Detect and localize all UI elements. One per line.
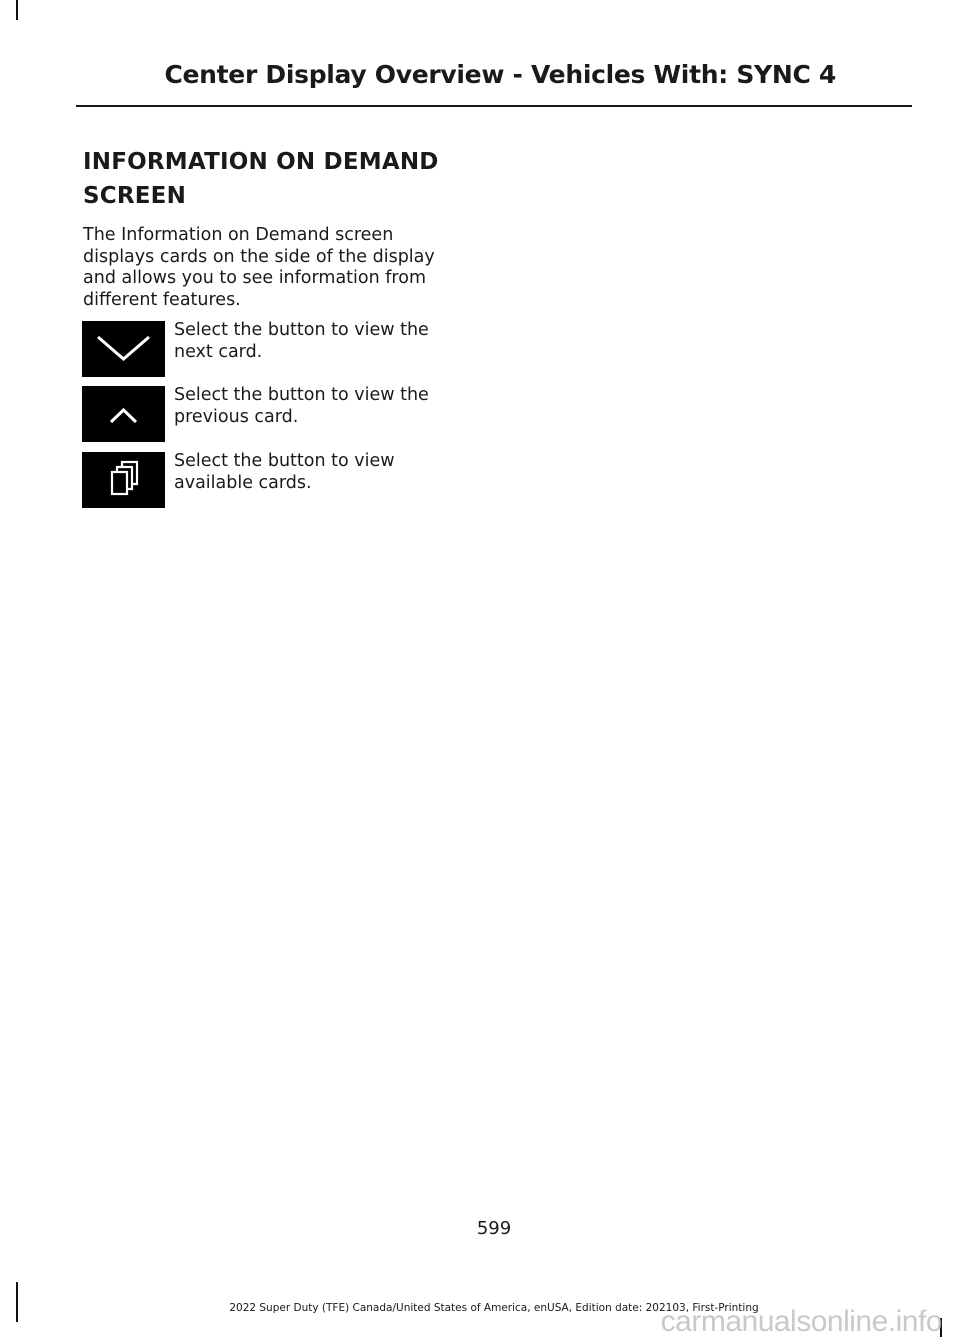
previous-card-description: Select the button to view the previous card.: [174, 385, 429, 427]
next-card-description: Select the button to view the next card.: [174, 320, 429, 362]
watermark: carmanualsonline.info: [660, 1305, 942, 1338]
header-rule: [76, 105, 912, 107]
crop-mark-top-left: [16, 0, 18, 20]
section-heading: INFORMATION ON DEMAND SCREEN: [83, 149, 439, 209]
intro-paragraph: The Information on Demand screen displays cards on the side of the display and allows you to see information from different features.: [83, 225, 435, 310]
footer-edition-info: 2022 Super Duty (TFE) Canada/United States of America, enUSA, Edition date: 202103, First-Printing: [229, 1302, 759, 1314]
chevron-up-icon: [82, 386, 165, 442]
chevron-down-icon: [82, 321, 165, 377]
previous-card-button-image: [82, 386, 165, 442]
next-card-button-image: [82, 321, 165, 377]
stacked-cards-icon: [82, 452, 165, 508]
page-number: 599: [476, 1218, 512, 1239]
page-header-title: Center Display Overview - Vehicles With: SYNC 4: [164, 60, 836, 89]
available-cards-button-image: [82, 452, 165, 508]
available-cards-description: Select the button to view available cards.: [174, 451, 395, 493]
